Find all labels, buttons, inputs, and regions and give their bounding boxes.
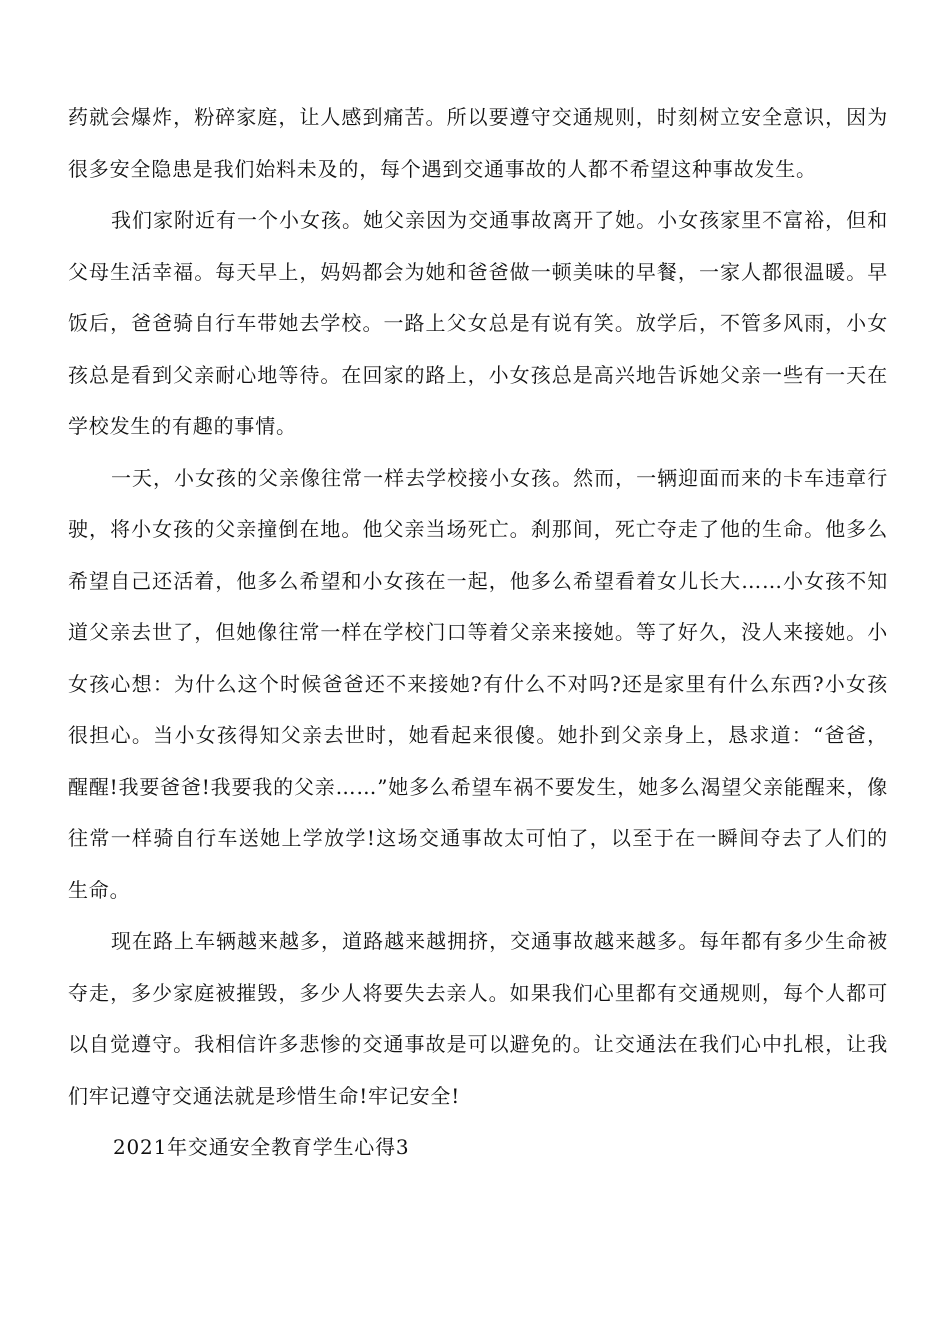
document-body [68, 92, 888, 1174]
paragraph-accident: 一天，小女孩的父亲像往常一样去学校接小女孩。然而，一辆迎面而来的卡车违章行驶，将小女孩的父亲撞倒在地。他父亲当场死亡。刹那间，死亡夺走了他的生命。他多么希望自己还活着，他多么希望和小女孩在一起，他多么希望看着女儿长大……小女孩不知道父亲去世了，但她像往常一样在学校门口等着父亲来接她。等了好久，没人来接她。小女孩心想：为什么这个时候爸爸还不来接她?有什么不对吗?还是家里有什么东西?小女孩很担心。当小女孩得知父亲去世时，她看起来很傻。她扑到父亲身上，恳求道：“爸爸，醒醒!我要爸爸!我要我的父亲……”她多么希望车祸不要发生，她多么渴望父亲能醒来，像往常一样骑自行车送她上学放学!这场交通事故太可怕了，以至于在一瞬间夺去了人们的生命。 [68, 465, 888, 902]
paragraph-little-girl: 我们家附近有一个小女孩。她父亲因为交通事故离开了她。小女孩家里不富裕，但和父母生活幸福。每天早上，妈妈都会为她和爸爸做一顿美味的早餐，一家人都很温暖。早饭后，爸爸骑自行车带她去学校。一路上父女总是有说有笑。放学后，不管多风雨，小女孩总是看到父亲耐心地等待。在回家的路上，小女孩总是高兴地告诉她父亲一些有一天在学校发生的有趣的事情。 [68, 208, 888, 438]
paragraph-continuation: 药就会爆炸，粉碎家庭，让人感到痛苦。所以要遵守交通规则，时刻树立安全意识，因为很多安全隐患是我们始料未及的，每个遇到交通事故的人都不希望这种事故发生。 [68, 105, 888, 181]
paragraph-conclusion: 现在路上车辆越来越多，道路越来越拥挤，交通事故越来越多。每年都有多少生命被夺走，多少家庭被摧毁，多少人将要失去亲人。如果我们心里都有交通规则，每个人都可以自觉遵守。我相信许多悲惨的交通事故是可以避免的。让交通法在我们心中扎根，让我们牢记遵守交通法就是珍惜生命!牢记安全! [68, 929, 888, 1108]
section-heading: 2021年交通安全教育学生心得3 [113, 1135, 410, 1159]
